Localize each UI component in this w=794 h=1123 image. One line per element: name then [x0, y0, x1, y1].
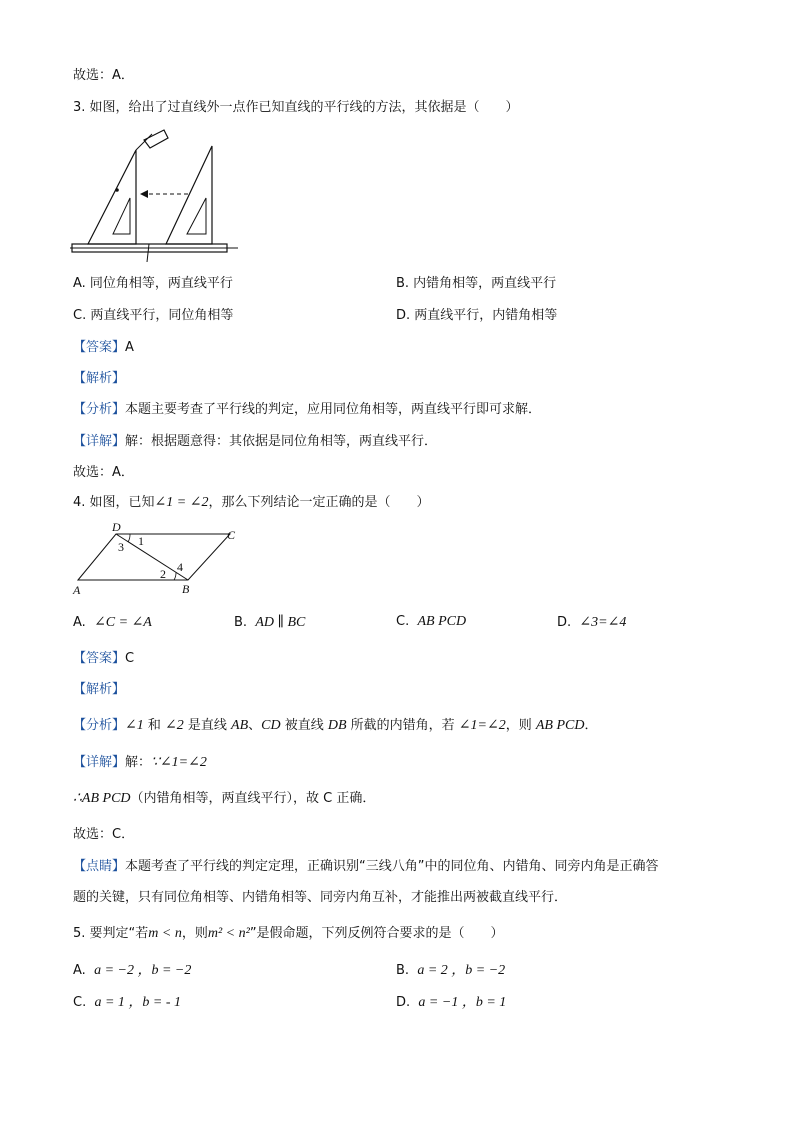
stem-text: ”是假命题，下列反例符合要求的是（ ）: [249, 926, 504, 941]
detail-text: 解：根据题意得：其依据是同位角相等，两直线平行．: [125, 434, 438, 449]
question-4-stem: [73, 494, 429, 512]
analysis-tag: 【分析】: [73, 402, 126, 417]
stem-text: 4. 如图，已知: [73, 495, 155, 510]
option-math: a = 1 ，b = - 1: [94, 995, 182, 1010]
math: ∠1: [125, 718, 144, 733]
math: AB PCD: [535, 718, 585, 733]
answer-value: C: [125, 651, 135, 666]
angle-arc-2: [174, 572, 176, 580]
q3-option-c: C. 两直线平行，同位角相等: [73, 308, 234, 323]
stem-text: ，那么下列结论一定正确的是（ ）: [208, 495, 430, 510]
math: AB: [231, 718, 249, 733]
q3-answer: [73, 339, 134, 357]
comment-tag: 【点睛】: [73, 859, 126, 874]
text: 、: [248, 718, 262, 733]
option-math: ∠C = ∠A: [94, 615, 152, 630]
stem-math: m < n: [148, 926, 182, 941]
answer-line: 故选：A．: [73, 68, 134, 83]
text: 和: [143, 718, 166, 733]
math: DB: [327, 718, 347, 733]
label-b: B: [182, 582, 190, 596]
option-math: a = −2 ，b = −2: [94, 963, 192, 978]
q3-option-a: A. 同位角相等，两直线平行: [73, 276, 233, 291]
question-5-stem: [73, 925, 504, 943]
analysis-tag: 【分析】: [73, 718, 126, 733]
option-letter: A.: [73, 963, 86, 978]
q3-detail: [73, 433, 437, 451]
option-letter: B.: [396, 963, 410, 978]
text: 被直线: [280, 718, 328, 733]
q4-option-c: [396, 613, 466, 631]
q4-comment-2: 题的关键，只有同位角相等、内错角相等、同旁内角互补，才能推出两被截直线平行．: [73, 890, 568, 905]
parallelogram: [78, 534, 230, 580]
left-set-square-hole: [113, 198, 130, 234]
q5-option-a: [73, 962, 191, 980]
text: ，则: [505, 718, 536, 733]
q4-option-a: [73, 614, 152, 632]
extension-line: [147, 244, 149, 262]
answer-value: A: [125, 340, 134, 355]
detail-math: ∴AB PCD: [73, 791, 131, 806]
q3-choice: 故选：A．: [73, 465, 134, 480]
text: 所截的内错角，若: [346, 718, 459, 733]
q4-option-d: [557, 614, 626, 632]
right-set-square-hole: [187, 198, 206, 234]
option-math: a = 2 ，b = −2: [417, 963, 506, 978]
text: ．: [584, 718, 598, 733]
option-math: a = −1 ，b = 1: [418, 995, 507, 1010]
question-3-stem: 3. 如图，给出了过直线外一点作已知直线的平行线的方法，其依据是（ ）: [73, 100, 519, 115]
q5-option-c: [73, 994, 181, 1012]
option-letter: D.: [557, 615, 572, 630]
q4-option-b: [234, 614, 305, 632]
option-letter: D.: [396, 995, 411, 1010]
math: ∠1=∠2: [458, 718, 506, 733]
stem-text: 5. 要判定“若: [73, 926, 149, 941]
comment-text: 本题考查了平行线的判定定理，正确识别“三线八角”中的同位角、内错角、同旁内角是正确答: [125, 859, 659, 874]
given-point: [115, 188, 119, 192]
q3-analysis: [73, 401, 541, 419]
label-d: D: [112, 520, 121, 534]
q3-option-d: D. 两直线平行，内错角相等: [396, 308, 558, 323]
option-math: ∠3=∠4: [579, 615, 627, 630]
option-letter: C.: [396, 614, 410, 629]
question-3-figure: [70, 128, 240, 264]
answer-tag: 【答案】: [73, 340, 126, 355]
label-angle-3: 3: [118, 540, 124, 554]
stem-text: ，则: [181, 926, 208, 941]
label-angle-2: 2: [160, 567, 166, 581]
option-letter: C.: [73, 995, 87, 1010]
option-math: AD ∥ BC: [255, 615, 306, 630]
label-angle-4: 4: [177, 560, 183, 574]
stem-math: ∠1 = ∠2: [154, 495, 209, 510]
q3-analysis-heading: 【解析】: [73, 371, 126, 386]
label-a: A: [73, 583, 81, 597]
analysis-text: 本题主要考查了平行线的判定，应用同位角相等，两直线平行即可求解．: [125, 402, 542, 417]
q4-choice: 故选：C．: [73, 827, 135, 842]
q4-detail-2: [73, 790, 375, 808]
question-4-figure: [70, 520, 250, 600]
detail-tag: 【详解】: [73, 755, 126, 770]
text: 是直线: [183, 718, 232, 733]
left-set-square: [88, 150, 136, 244]
detail-tag: 【详解】: [73, 434, 126, 449]
stem-math: m² < n²: [207, 926, 250, 941]
math: CD: [261, 718, 281, 733]
option-letter: B.: [234, 615, 248, 630]
q4-comment: [73, 858, 659, 876]
label-c: C: [227, 528, 236, 542]
arrow-head: [140, 190, 148, 198]
label-angle-1: 1: [138, 534, 144, 548]
angle-arc-1: [128, 534, 130, 542]
option-letter: A.: [73, 615, 86, 630]
q5-option-b: [396, 962, 505, 980]
math: ∠2: [165, 718, 184, 733]
q4-analysis-heading: 【解析】: [73, 682, 126, 697]
detail-text: （内错角相等，两直线平行），故 C 正确．: [130, 791, 376, 806]
answer-tag: 【答案】: [73, 651, 126, 666]
q4-analysis: [73, 717, 597, 735]
q4-detail: [73, 754, 207, 772]
detail-math: ∵∠1=∠2: [151, 755, 207, 770]
q4-answer: [73, 650, 134, 668]
detail-text: 解：: [125, 755, 152, 770]
q5-option-d: [396, 994, 506, 1012]
q3-option-b: B. 内错角相等，两直线平行: [396, 276, 557, 291]
option-math: AB PCD: [417, 614, 467, 629]
